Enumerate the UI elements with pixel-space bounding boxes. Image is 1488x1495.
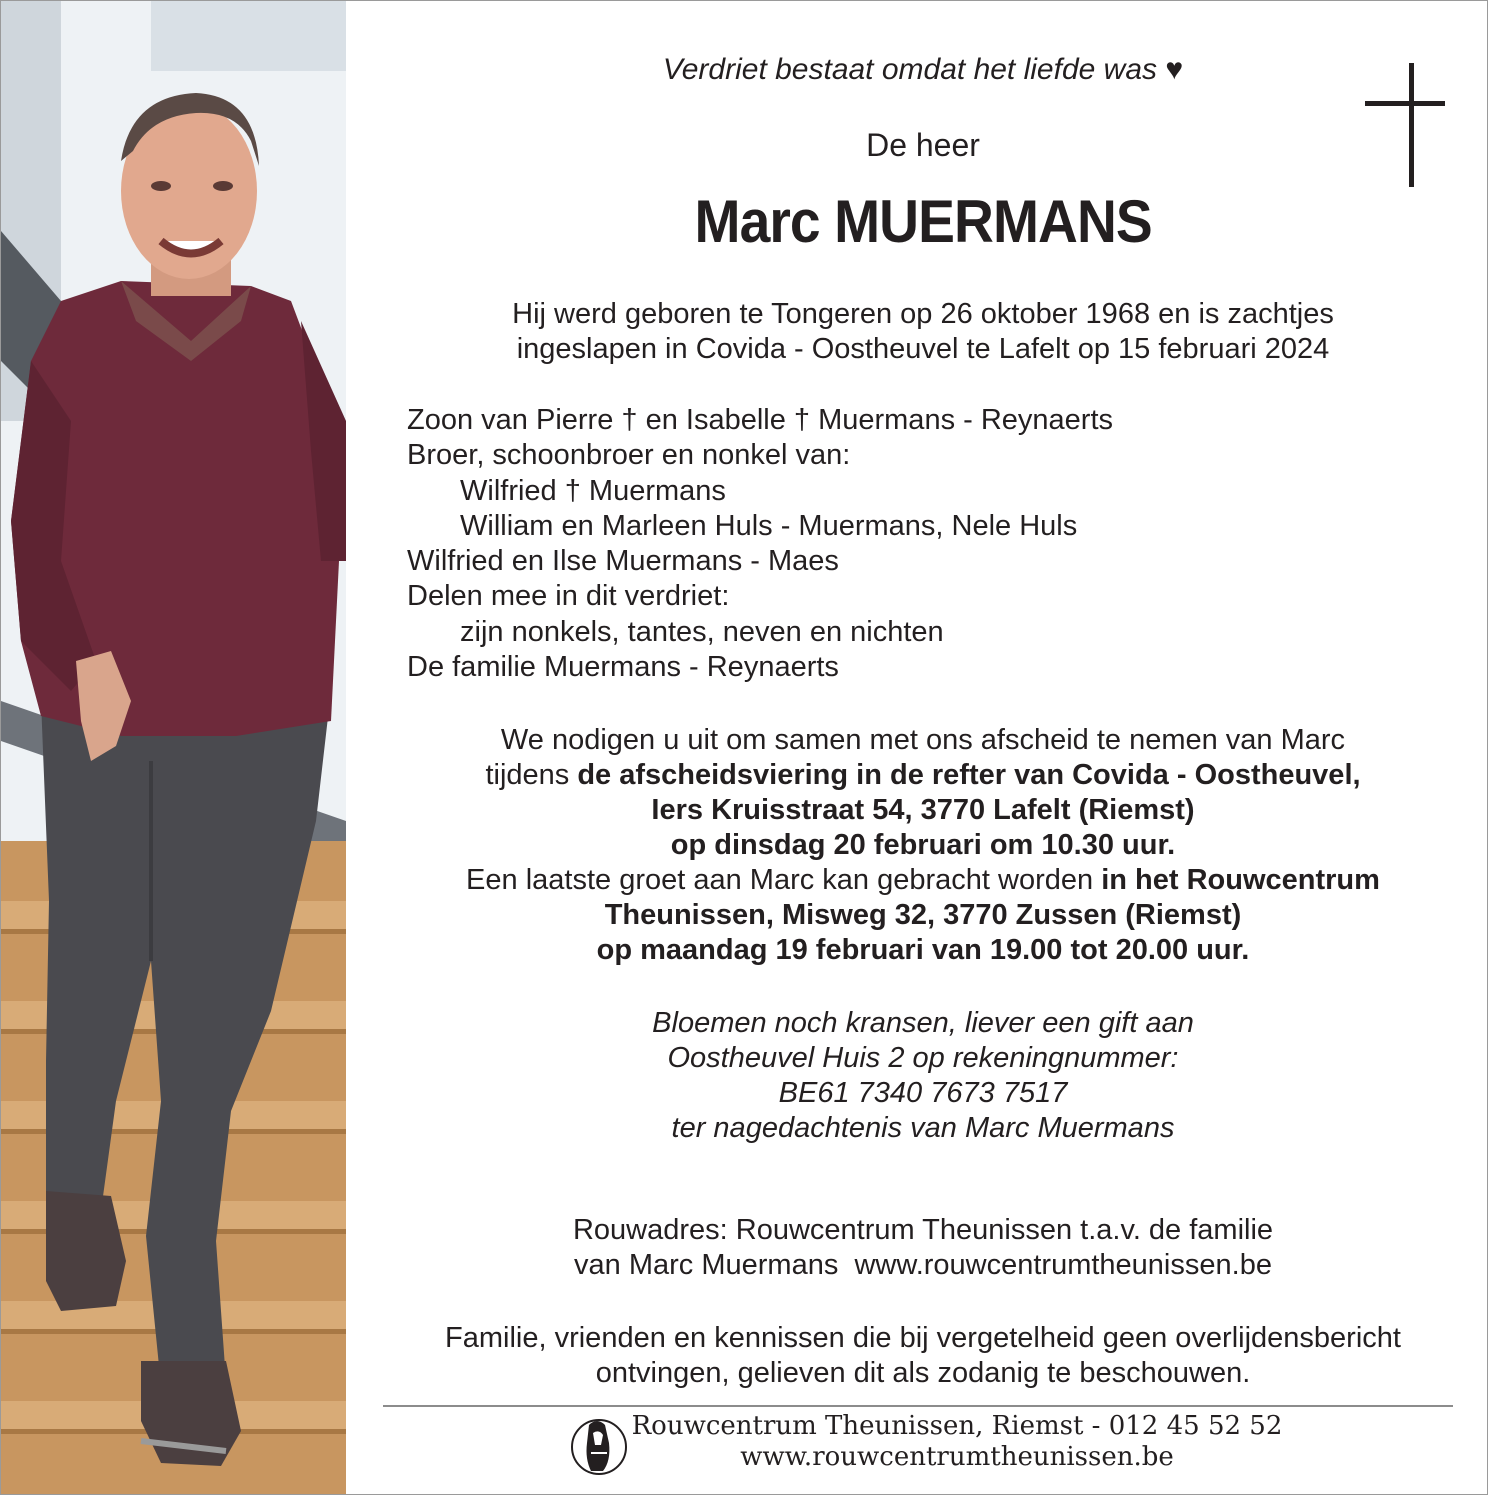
birth-death-statement [347,297,1488,367]
family-line: Wilfried en Ilse Muermans - Maes [407,545,839,578]
address-line: van Marc Muermans www.rouwcentrumtheunissen.be [574,1249,1272,1281]
divider [383,1405,1453,1407]
portrait-photo [1,1,346,1494]
notice-line: ontvingen, gelieven dit als zodanig te beschouwen. [595,1357,1251,1389]
family-list [407,403,1113,685]
donation-line: Bloemen noch kransen, liever een gift aan [652,1007,1194,1039]
donation-line: ter nagedachtenis van Marc Muermans [671,1112,1175,1144]
honorific: De heer [866,127,980,163]
ceremony-location: de afscheidsviering in de refter van Covida - Oostheuvel, [577,759,1361,791]
bank-account-number: BE61 7340 7673 7517 [778,1077,1068,1109]
family-line: zijn nonkels, tantes, neven en nichten [460,615,944,648]
donation-note [347,1006,1488,1146]
family-line: Wilfried † Muermans [460,474,726,507]
death-line: ingeslapen in Covida - Oostheuvel te Lafelt op 15 februari 2024 [516,333,1330,365]
viewing-address: Theunissen, Misweg 32, 3770 Zussen (Riemst) [604,899,1242,931]
family-line: De familie Muermans - Reynaerts [407,651,839,684]
funeral-home-website[interactable]: www.rouwcentrumtheunissen.be [740,1442,1174,1472]
obituary-text [347,1,1487,1494]
family-line: William en Marleen Huls - Muermans, Nele Huls [460,509,1078,542]
family-line: Zoon van Pierre † en Isabelle † Muermans - Reynaerts [407,404,1114,436]
ceremony-address: Iers Kruisstraat 54, 3770 Lafelt (Riemst) [651,794,1195,826]
notice-line: Familie, vrienden en kennissen die bij vergetelheid geen overlijdensbericht [445,1322,1401,1354]
family-line: Broer, schoonbroer en nonkel van: [407,439,851,472]
birth-line: Hij werd geboren te Tongeren op 26 oktober 1968 en is zachtjes [512,298,1334,330]
deceased-name: Marc MUERMANS [694,188,1152,255]
notification-note [347,1321,1488,1391]
funeral-home-name: Rouwcentrum Theunissen, Riemst - 012 45 52 52 [631,1411,1283,1441]
funeral-home-logo-icon [567,1413,631,1477]
donation-line: Oostheuvel Huis 2 op rekeningnummer: [667,1042,1179,1074]
family-line: Delen mee in dit verdriet: [407,580,730,613]
mourning-address [347,1213,1488,1283]
viewing-datetime: op maandag 19 februari van 19.00 tot 20.00 uur. [596,934,1250,966]
motto: Verdriet bestaat omdat het liefde was ♥ [662,53,1184,86]
viewing-location: in het Rouwcentrum [1101,864,1380,896]
invitation-line: tijdens de afscheidsviering in de refter van Covida - Oostheuvel, [485,759,1361,791]
funeral-home-footer [567,1411,1287,1475]
invitation-line: Een laatste groet aan Marc kan gebracht worden in het Rouwcentrum [466,864,1380,896]
portrait-illustration [1,1,346,1494]
invitation-line: We nodigen u uit om samen met ons afscheid te nemen van Marc [500,724,1346,756]
address-line: Rouwadres: Rouwcentrum Theunissen t.a.v. de familie [572,1214,1274,1246]
funeral-invitation [347,723,1488,968]
ceremony-datetime: op dinsdag 20 februari om 10.30 uur. [670,829,1176,861]
